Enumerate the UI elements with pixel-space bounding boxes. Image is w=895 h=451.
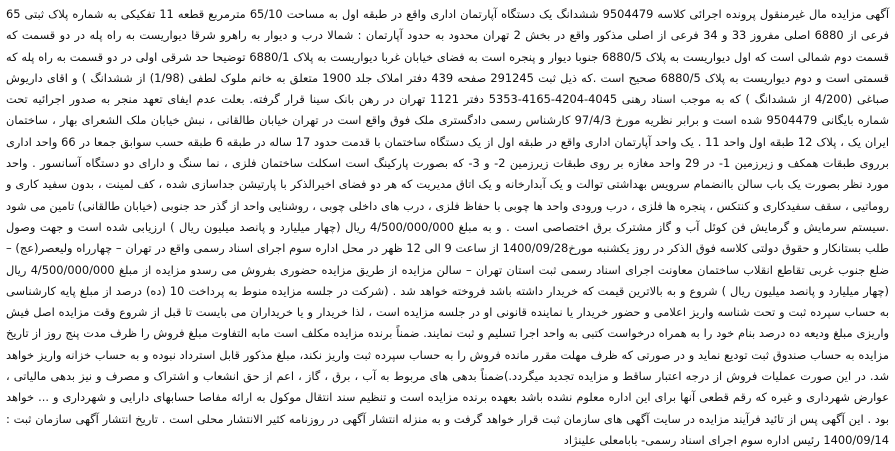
notice-body-text: آگهی مزایده مال غیرمنقول پرونده اجرائی کلاسه 9504479 ششدانگ یک دستگاه آپارتمان اداری واقع در طبقه اول به مساحت 65/10 مترمربع قطعه 11 تفکیکی به شماره پلاک ثبتی 65 فرعی از 6880 اصلی مفروز 33 و 34 فرعی از اصلی مذکور واقع در بخش 2 تهران محدود به حدود آپارتمان : شمالا درب و دیوار به راهرو شرقا دیواریست به راه پله در دو قسمت که قسمت دوم شمالی است که اول دیواریست به پلاک 6880/5 جنوبا دیوار و پنجره است به فضای خیابان غربا دیواریست به پلاک 6880/1 توضیحا حد شرقی اولی در دو قسمت به راه پله که قسمتی است و دوم دیواریست به پلاک 6880/5 صحیح است .که ذیل ثبت 291245 صفحه 439 دفتر املاک جلد 1900 متعلق به خانم ملوک لطفی (1/98) از ششدانگ ) و اقای داریوش صباغی (4/200 از ششدانگ ) که به موجب اسناد رهنی 4045-4204-4165-5353 دفتر 1121 تهران در رهن بانک سینا قرار گرفته. بعلت عدم ایفای تعهد منجر به صدور اجرائیه تحت شماره بایگانی 9504479 شده است و برابر نظریه مورخ 97/4/3 کارشناس رسمی دادگستری ملک فوق واقع است در تهران خیابان طالقانی ، نبش خیابان ملک الشعرای بهار ، ساختمان ایران یک ، پلاک 12 طبقه اول واحد 11 . یک واحد آپارتمان اداری واقع در طبقه اول از یک دستگاه ساختمان با قدمت حدود 17 ساله در طبقه 6 طبقه حسب سوابق جمعا در 66 واحد اداری برروی طبقات همکف و زیرزمین 1- در 29 واحد مغازه بر روی طبقات زیرزمین 2- و 3- که بصورت پارکینگ است اسکلت ساختمان فلزی ، نما سنگ و دارای دو دستگاه آسانسور . واحد مورد نظر بصورت یک باب سالن باانضمام سرویس بهداشتی توالت و یک آبدارخانه و یک اتاق مدیریت که هر دو فضای اخیرالذکر با پارتیشن جداسازی شده ، کف لمینت ، بدون سفید کاری و روماتیی ، سقف سفیدکاری و کنتکس ، پنجره ها فلزی ، درب ورودی واحد ها چوبی با حفاظ فلزی ، درب های داخلی چوبی ، روشنایی واحد از گذر حد جنوبی (خیابان طالقانی) تامین می شود .سیستم سرمایش و گرمایش فن کوئل آب و گاز مشترک برق اختصاصی است . و به مبلغ 4/500/000/000 ریال (چهار میلیارد و پانصد میلیون ریال ) ارزیابی شده است و جهت وصول طلب بستانکار و حقوق دولتی کلاسه فوق الذکر در روز یکشنبه مورخ1400/09/28 از ساعت 9 الی 12 ظهر در محل اداره سوم اجرای اسناد رسمی واقع در تهران – چهارراه ولیعصر(عج) – ضلع جنوب غربی تقاطع انقلاب ساختمان معاونت اجرای اسناد رسمی ثبت استان تهران – سالن مزایده از طریق مزایده حضوری بفروش می رسدو مزایده از مبلغ 4/500/000/000 ریال (چهار میلیارد و پانصد میلیون ریال ) شروع و به بالاترین قیمت که خریدار داشته باشد فروخته خواهد شد . (شرکت در جلسه مزایده منوط به پرداخت 10 (ده) درصد از مبلغ پایه کارشناسی به حساب سپرده ثبت و تحت شناسه واریز اعلامی و حضور خریدار یا نماینده قانونی او در جلسه مزایده است ، لذا خریدار و یا خریداران می بایست تا قبل از شروع وقت مزایده اصل فیش واریزی مبلغ ودیعه ده درصد بنام خود را به همراه درخواست کتبی به واحد اجرا تسلیم و ثبت نمایند. ضمناً برنده مزایده مکلف است مابه التفاوت مبلغ فروش را ظرف مدت پنج روز از تاریخ مزایده به حساب صندوق ثبت تودیع نماید و در صورتی که ظرف مهلت مقرر مانده فروش را به حساب سپرده ثبت واریز نکند، مبلغ مذکور قابل استرداد نبوده و به حساب خزانه واریز خواهد شد. در این صورت عملیات فروش از درجه اعتبار ساقط و مزایده تجدید میگردد.)ضمناً بدهی های مربوط به آب ، برق ، گاز ، اعم از حق انشعاب و اشتراک و مصرف و نیز بدهی مالیاتی ، عوارض شهرداری و غیره که رقم قطعی آنها برای این اداره معلوم نشده باشد بعهده برنده مزایده است و تنظیم سند انتقال موکول به ارائه مفاصا حسابهای دارایی و شهرداری و ... خواهد بود . این آگهی پس از تائید فرآیند مزایده در سایت آگهی های سازمان ثبت قرار خواهد گرفت و به منزله انتشار آگهی در روزنامه کثیر الانتشار محلی است . تاریخ انتشار آگهی سازمان ثبت : 1400/09/14 رئیس اداره سوم اجرای اسناد رسمی- بابامعلی علینژاد bbox=[6, 7, 890, 447]
